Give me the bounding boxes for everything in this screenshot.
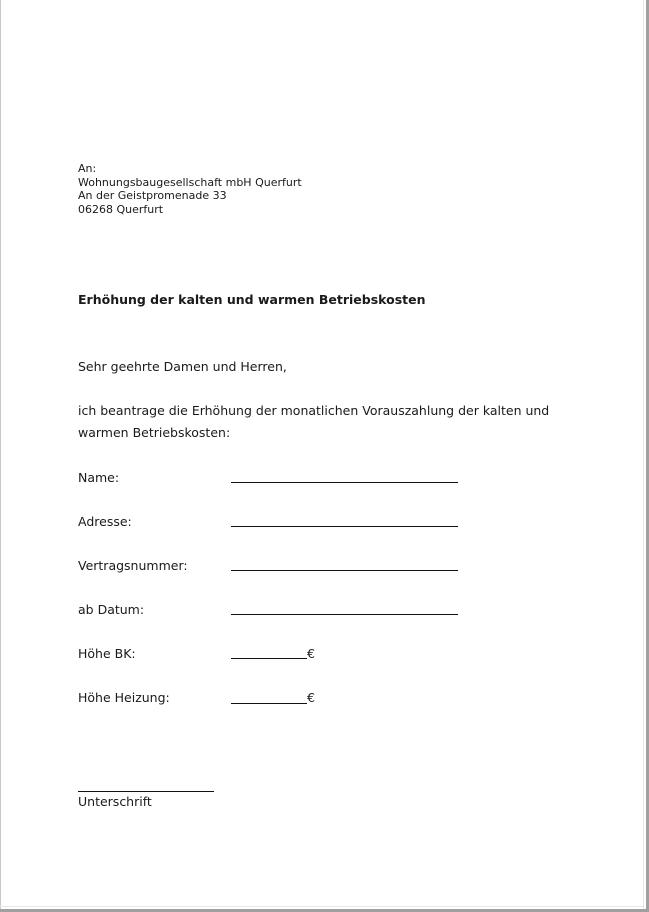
field-label-hoehe-bk: Höhe BK:: [78, 646, 136, 661]
page-border-left: [0, 0, 1, 912]
salutation: Sehr geehrte Damen und Herren,: [78, 359, 287, 374]
field-line-adresse[interactable]: [231, 526, 458, 527]
field-line-hoehe-heizung[interactable]: [231, 703, 307, 704]
recipient-street: An der Geistpromenade 33: [78, 189, 227, 202]
field-label-vertragsnummer: Vertragsnummer:: [78, 558, 188, 573]
body-text-line-2: warmen Betriebskosten:: [78, 425, 231, 440]
field-label-name: Name:: [78, 470, 120, 485]
recipient-label: An:: [78, 162, 97, 175]
page-border-bottom-inner: [0, 906, 644, 907]
page-border-right-inner: [643, 0, 644, 909]
field-line-ab-datum[interactable]: [231, 614, 458, 615]
recipient-address: [78, 162, 302, 216]
recipient-name: Wohnungsbaugesellschaft mbH Querfurt: [78, 175, 302, 189]
body-text-line-1: ich beantrage die Erhöhung der monatlichen Vorauszahlung der kalten und: [78, 403, 550, 418]
field-label-ab-datum: ab Datum:: [78, 602, 145, 617]
letter-subject: Erhöhung der kalten und warmen Betriebskosten: [78, 292, 426, 307]
recipient-city: 06268 Querfurt: [78, 202, 164, 216]
signature-label: Unterschrift: [78, 794, 152, 809]
currency-euro-bk: €: [307, 646, 315, 661]
field-line-name[interactable]: [231, 482, 458, 483]
field-label-hoehe-heizung: Höhe Heizung:: [78, 690, 170, 705]
currency-euro-heizung: €: [307, 690, 315, 705]
signature-line[interactable]: [78, 791, 214, 792]
field-line-vertragsnummer[interactable]: [231, 570, 458, 571]
field-label-adresse: Adresse:: [78, 514, 132, 529]
field-line-hoehe-bk[interactable]: [231, 658, 307, 659]
